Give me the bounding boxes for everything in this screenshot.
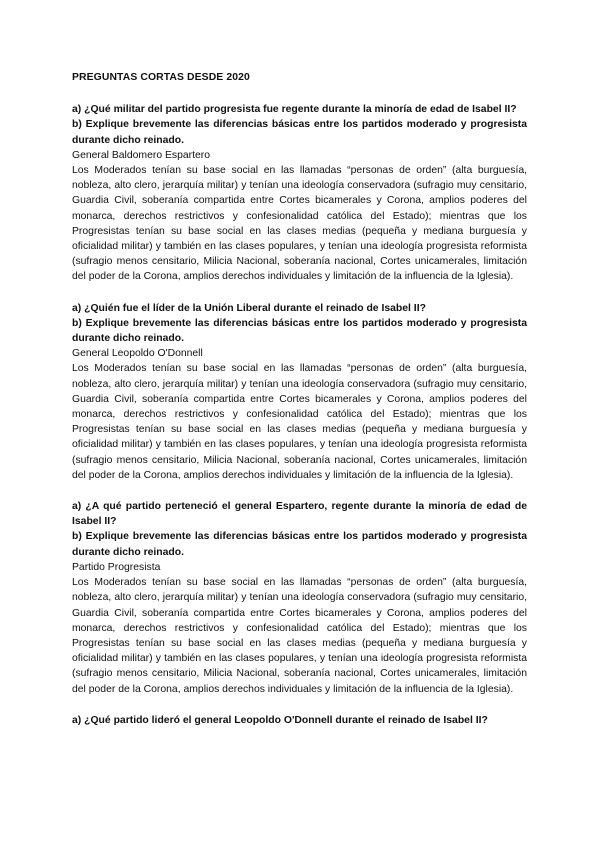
document-page (72, 70, 527, 728)
answer-a: General Baldomero Espartero (72, 149, 211, 161)
answer-a: General Leopoldo O'Donnell (72, 348, 203, 360)
question-block-1 (72, 102, 527, 284)
answer-b: Los Moderados tenían su base social en las llamadas “personas de orden” (alta burguesía, nobleza, alto clero, jerarquía militar) y tenían una ideología conservadora (sufragio muy censitario, Guardia Civil, soberanía compartida entre Cortes bicamerales y Corona, amplios poderes del monarca, derechos restrictivos y confesionalidad católica del Estado); mientras que los Progresistas tenían su base social en las clases medias (pequeña y mediana burguesía y oficialidad militar) y también en las clases populares, y tenían una ideología progresista reformista (sufragio menos censitario, Milicia Nacional, soberanía nacional, Cortes unicamerales, limitación del poder de la Corona, amplios derechos individuales y limitación de la influencia de la Iglesia). (72, 363, 527, 481)
question-block-3 (72, 499, 527, 697)
question-a: a) ¿Qué militar del partido progresista fue regente durante la minoría de edad de Isabel II? (72, 104, 517, 116)
answer-b: Los Moderados tenían su base social en las llamadas “personas de orden” (alta burguesía, nobleza, alto clero, jerarquía militar) y tenían una ideología conservadora (sufragio muy censitario, Guardia Civil, soberanía compartida entre Cortes bicamerales y Corona, amplios poderes del monarca, derechos restrictivos y confesionalidad católica del Estado); mientras que los Progresistas tenían su base social en las clases medias (pequeña y mediana burguesía y oficialidad militar) y también en las clases populares, y tenían una ideología progresista reformista (sufragio menos censitario, Milicia Nacional, soberanía nacional, Cortes unicamerales, limitación del poder de la Corona, amplios derechos individuales y limitación de la influencia de la Iglesia). (72, 165, 527, 283)
question-a: a) ¿Quién fue el líder de la Unión Liberal durante el reinado de Isabel II? (72, 302, 426, 314)
question-a: a) ¿A qué partido perteneció el general Espartero, regente durante la minoría de edad de Isabel II? (72, 501, 527, 528)
answer-a: Partido Progresista (72, 561, 161, 573)
document-title: PREGUNTAS CORTAS DESDE 2020 (72, 72, 250, 83)
question-block-4 (72, 713, 527, 728)
final-question: a) ¿Qué partido lideró el general Leopoldo O'Donnell durante el reinado de Isabel II? (72, 714, 488, 726)
question-b: b) Explique brevemente las diferencias básicas entre los partidos moderado y progresista durante dicho reinado. (72, 531, 527, 558)
question-b: b) Explique brevemente las diferencias básicas entre los partidos moderado y progresista durante dicho reinado. (72, 317, 527, 345)
question-b: b) Explique brevemente las diferencias básicas entre los partidos moderado y progresista durante dicho reinado. (72, 119, 527, 146)
answer-b: Los Moderados tenían su base social en las llamadas “personas de orden” (alta burguesía, nobleza, alto clero, jerarquía militar) y tenían una ideología conservadora (sufragio muy censitario, Guardia Civil, soberanía compartida entre Cortes bicamerales y Corona, amplios poderes del monarca, derechos restrictivos y confesionalidad católica del Estado); mientras que los Progresistas tenían su base social en las clases medias (pequeña y mediana burguesía y oficialidad militar) y también en las clases populares, y tenían una ideología progresista reformista (sufragio menos censitario, Milicia Nacional, soberanía nacional, Cortes unicamerales, limitación del poder de la Corona, amplios derechos individuales y limitación de la influencia de la Iglesia). (72, 577, 527, 695)
question-block-2 (72, 301, 527, 483)
